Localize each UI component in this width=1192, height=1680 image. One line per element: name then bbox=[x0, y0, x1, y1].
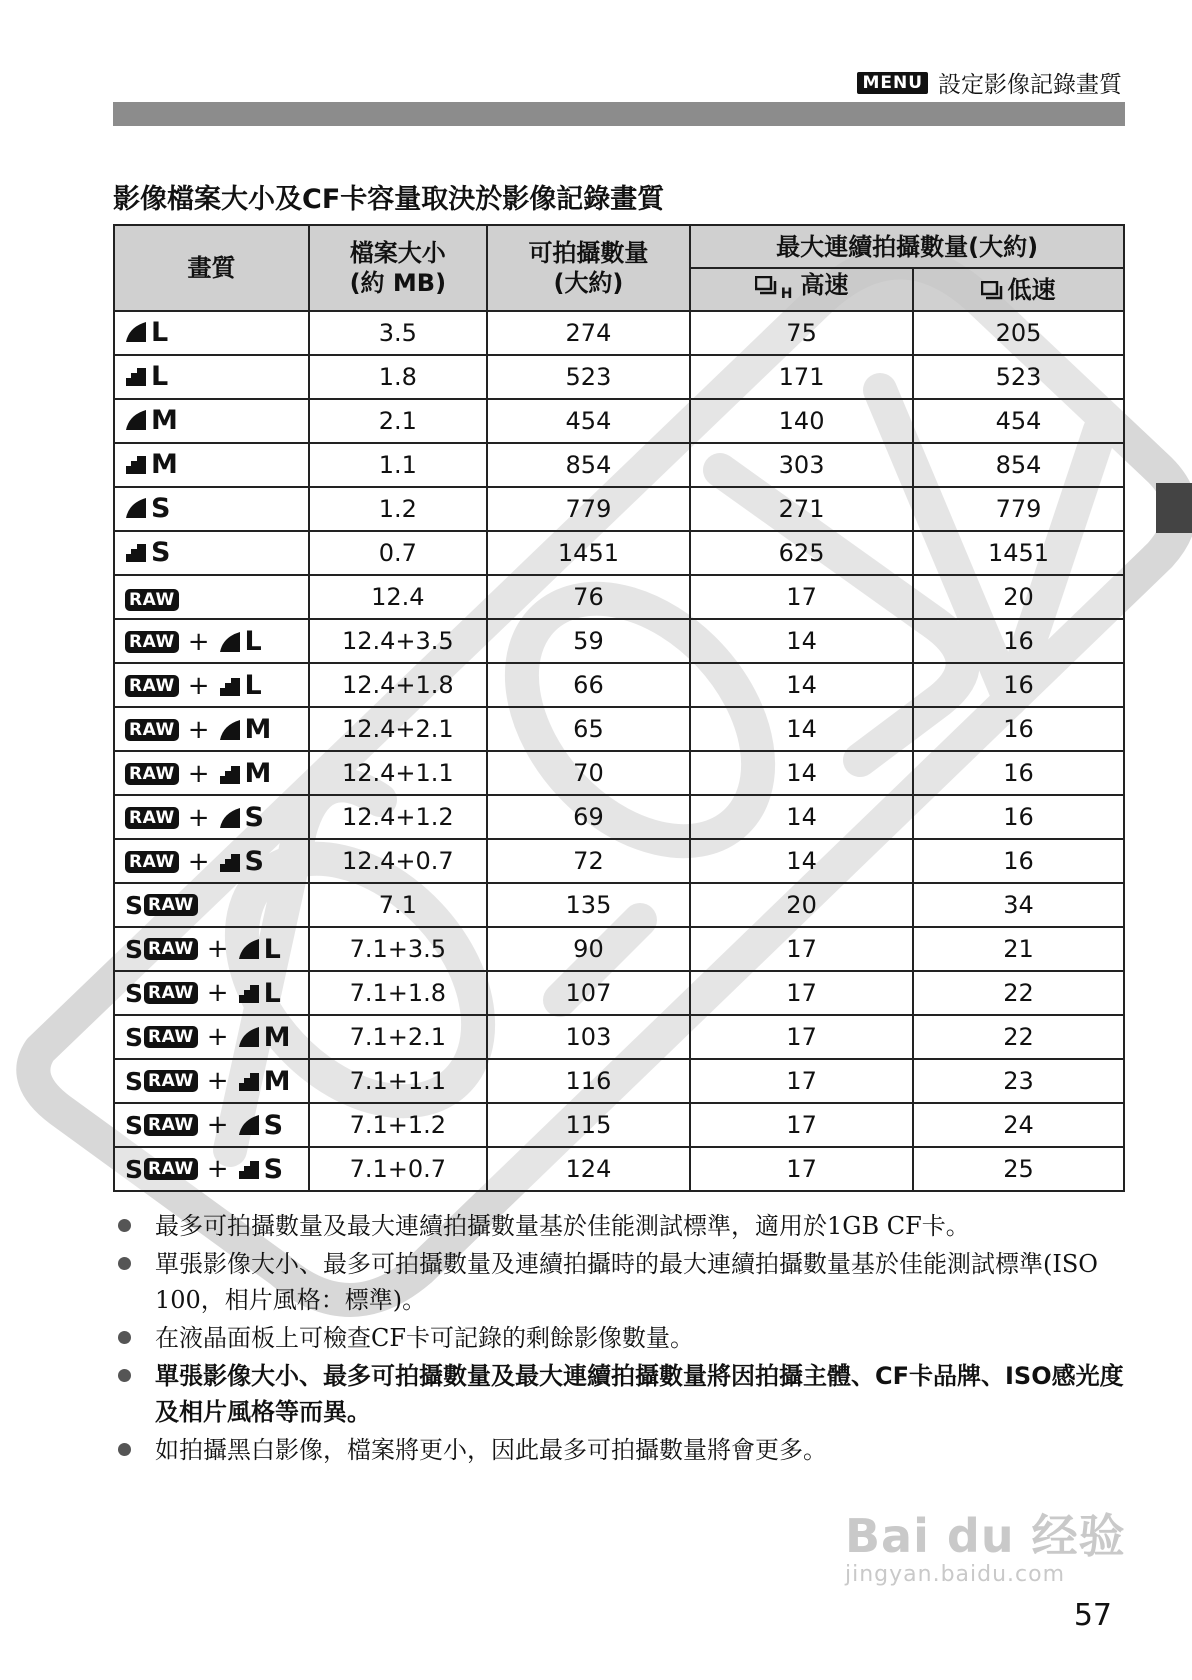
file-size-cell: 0.7 bbox=[309, 531, 487, 575]
notes-list bbox=[113, 1208, 1133, 1470]
menu-badge: MENU bbox=[857, 72, 928, 94]
continuous-shooting-icon bbox=[755, 276, 777, 296]
normal-quality-icon bbox=[238, 1158, 260, 1180]
size-letter: M bbox=[263, 1065, 291, 1097]
quality-table-body bbox=[114, 311, 1124, 1191]
plus-sign: + bbox=[187, 670, 210, 701]
fine-quality-icon bbox=[125, 409, 147, 431]
size-letter: L bbox=[244, 670, 262, 702]
size-letter: L bbox=[151, 360, 169, 392]
quality-table bbox=[113, 224, 1125, 1192]
burst-low-cell: 1451 bbox=[913, 531, 1124, 575]
burst-low-cell: 21 bbox=[913, 927, 1124, 971]
burst-high-cell: 17 bbox=[690, 575, 913, 619]
sraw-badge: S RAW bbox=[125, 979, 198, 1008]
quality-label bbox=[125, 978, 281, 1009]
table-row bbox=[114, 1103, 1124, 1147]
normal-quality-icon bbox=[219, 675, 241, 697]
shots-cell: 103 bbox=[487, 1015, 690, 1059]
burst-low-cell: 22 bbox=[913, 971, 1124, 1015]
size-letter: S bbox=[151, 492, 171, 524]
note-item bbox=[113, 1320, 1133, 1356]
file-size-cell: 12.4 bbox=[309, 575, 487, 619]
baidu-jingyan-logo bbox=[845, 1500, 1126, 1587]
burst-high-cell: 20 bbox=[690, 883, 913, 927]
note-text: 在液晶面板上可檢查CF卡可記錄的剩餘影像數量。 bbox=[155, 1324, 695, 1352]
burst-high-cell: 14 bbox=[690, 663, 913, 707]
table-row bbox=[114, 1059, 1124, 1103]
quality-label bbox=[125, 1154, 283, 1185]
burst-low-cell: 16 bbox=[913, 707, 1124, 751]
normal-quality-icon bbox=[125, 365, 147, 387]
burst-low-cell: 16 bbox=[913, 619, 1124, 663]
plus-sign: + bbox=[206, 978, 229, 1008]
shots-cell: 115 bbox=[487, 1103, 690, 1147]
header-shots-line1: 可拍攝數量 bbox=[528, 239, 649, 267]
header-title: 設定影像記錄畫質 bbox=[938, 72, 1122, 98]
burst-high-cell: 17 bbox=[690, 1059, 913, 1103]
quality-label bbox=[125, 361, 168, 392]
header-file-size-line2: (約 MB) bbox=[349, 269, 447, 297]
quality-label bbox=[125, 891, 198, 920]
raw-badge: RAW bbox=[125, 807, 179, 829]
quality-cell bbox=[114, 1059, 309, 1103]
quality-label bbox=[125, 537, 170, 568]
burst-high-cell: 17 bbox=[690, 927, 913, 971]
quality-cell bbox=[114, 575, 309, 619]
plus-sign: + bbox=[206, 1110, 229, 1140]
quality-cell bbox=[114, 971, 309, 1015]
quality-label bbox=[125, 449, 178, 480]
shots-cell: 90 bbox=[487, 927, 690, 971]
size-letter: M bbox=[263, 1021, 291, 1053]
burst-low-cell: 20 bbox=[913, 575, 1124, 619]
plus-sign: + bbox=[187, 714, 210, 745]
bullet-icon bbox=[118, 1219, 131, 1232]
table-row bbox=[114, 619, 1124, 663]
shots-cell: 65 bbox=[487, 707, 690, 751]
header-low-speed bbox=[913, 268, 1124, 311]
sraw-badge: S RAW bbox=[125, 935, 198, 964]
fine-quality-icon bbox=[238, 1114, 260, 1136]
table-row bbox=[114, 663, 1124, 707]
sraw-badge: S RAW bbox=[125, 891, 198, 920]
burst-high-cell: 75 bbox=[690, 311, 913, 355]
quality-cell bbox=[114, 1147, 309, 1191]
size-letter: S bbox=[244, 846, 264, 878]
shots-cell: 76 bbox=[487, 575, 690, 619]
shots-cell: 70 bbox=[487, 751, 690, 795]
shots-cell: 854 bbox=[487, 443, 690, 487]
chapter-tab bbox=[1156, 483, 1192, 533]
shots-cell: 107 bbox=[487, 971, 690, 1015]
shots-cell: 124 bbox=[487, 1147, 690, 1191]
shots-cell: 274 bbox=[487, 311, 690, 355]
note-item bbox=[113, 1208, 1133, 1244]
burst-low-cell: 16 bbox=[913, 663, 1124, 707]
file-size-cell: 12.4+1.8 bbox=[309, 663, 487, 707]
high-speed-label: 高速 bbox=[800, 270, 849, 299]
file-size-cell: 12.4+1.1 bbox=[309, 751, 487, 795]
size-letter: M bbox=[151, 448, 178, 480]
shots-cell: 135 bbox=[487, 883, 690, 927]
size-letter: S bbox=[263, 1153, 284, 1185]
table-row bbox=[114, 399, 1124, 443]
fine-quality-icon bbox=[238, 1026, 260, 1048]
plus-sign: + bbox=[206, 934, 229, 964]
table-row bbox=[114, 751, 1124, 795]
quality-label bbox=[125, 1022, 290, 1053]
burst-high-cell: 303 bbox=[690, 443, 913, 487]
plus-sign: + bbox=[187, 758, 210, 789]
file-size-cell: 1.1 bbox=[309, 443, 487, 487]
bullet-icon bbox=[118, 1369, 131, 1382]
file-size-cell: 12.4+2.1 bbox=[309, 707, 487, 751]
table-row bbox=[114, 311, 1124, 355]
burst-high-cell: 17 bbox=[690, 1015, 913, 1059]
size-letter: L bbox=[151, 316, 169, 348]
file-size-cell: 12.4+0.7 bbox=[309, 839, 487, 883]
table-row bbox=[114, 839, 1124, 883]
quality-cell bbox=[114, 927, 309, 971]
shots-cell: 66 bbox=[487, 663, 690, 707]
sraw-badge: S RAW bbox=[125, 1023, 198, 1052]
size-letter: L bbox=[244, 626, 262, 658]
table-row bbox=[114, 487, 1124, 531]
fine-quality-icon bbox=[125, 497, 147, 519]
header-file-size bbox=[309, 225, 487, 311]
raw-badge: RAW bbox=[125, 675, 179, 697]
page-header bbox=[857, 66, 1122, 99]
quality-cell bbox=[114, 883, 309, 927]
table-row bbox=[114, 443, 1124, 487]
quality-label bbox=[125, 589, 179, 611]
fine-quality-icon bbox=[219, 807, 241, 829]
normal-quality-icon bbox=[219, 851, 241, 873]
normal-quality-icon bbox=[125, 541, 147, 563]
quality-cell bbox=[114, 751, 309, 795]
quality-label bbox=[125, 670, 262, 701]
fine-quality-icon bbox=[219, 631, 241, 653]
shots-cell: 72 bbox=[487, 839, 690, 883]
note-text: 單張影像大小、最多可拍攝數量及最大連續拍攝數量將因拍攝主體、CF卡品牌、ISO感光度及相片風格等而異。 bbox=[155, 1362, 1124, 1426]
quality-cell bbox=[114, 619, 309, 663]
quality-label bbox=[125, 714, 271, 745]
quality-cell bbox=[114, 839, 309, 883]
note-text: 單張影像大小、最多可拍攝數量及連續拍攝時的最大連續拍攝數量基於佳能測試標準(ISO 100，相片風格：標準)。 bbox=[155, 1250, 1098, 1314]
low-speed-label: 低速 bbox=[1007, 275, 1056, 304]
file-size-cell: 12.4+3.5 bbox=[309, 619, 487, 663]
bullet-icon bbox=[118, 1257, 131, 1270]
burst-high-cell: 17 bbox=[690, 1147, 913, 1191]
header-file-size-line1: 檔案大小 bbox=[349, 239, 446, 267]
burst-low-cell: 22 bbox=[913, 1015, 1124, 1059]
burst-low-cell: 16 bbox=[913, 839, 1124, 883]
burst-high-cell: 271 bbox=[690, 487, 913, 531]
logo-sub: jingyan.baidu.com bbox=[845, 1562, 1066, 1587]
quality-label bbox=[125, 934, 281, 965]
raw-badge: RAW bbox=[125, 631, 179, 653]
burst-high-cell: 14 bbox=[690, 619, 913, 663]
table-row bbox=[114, 355, 1124, 399]
normal-quality-icon bbox=[125, 453, 147, 475]
header-quality: 畫質 bbox=[114, 225, 309, 311]
burst-high-cell: 171 bbox=[690, 355, 913, 399]
raw-badge: RAW bbox=[125, 589, 179, 611]
shots-cell: 116 bbox=[487, 1059, 690, 1103]
shots-cell: 1451 bbox=[487, 531, 690, 575]
file-size-cell: 1.8 bbox=[309, 355, 487, 399]
quality-cell bbox=[114, 487, 309, 531]
raw-badge: RAW bbox=[125, 719, 179, 741]
bullet-icon bbox=[118, 1443, 131, 1456]
table-row bbox=[114, 883, 1124, 927]
raw-badge: RAW bbox=[125, 763, 179, 785]
quality-label bbox=[125, 493, 170, 524]
header-high-speed bbox=[690, 268, 913, 311]
note-text: 最多可拍攝數量及最大連續拍攝數量基於佳能測試標準，適用於1GB CF卡。 bbox=[155, 1212, 970, 1240]
quality-label bbox=[125, 802, 264, 833]
continuous-shooting-icon bbox=[981, 281, 1003, 301]
raw-badge: RAW bbox=[125, 851, 179, 873]
fine-quality-icon bbox=[125, 321, 147, 343]
burst-high-cell: 625 bbox=[690, 531, 913, 575]
quality-cell bbox=[114, 355, 309, 399]
note-item bbox=[113, 1246, 1133, 1318]
burst-high-cell: 17 bbox=[690, 1103, 913, 1147]
plus-sign: + bbox=[187, 626, 210, 657]
file-size-cell: 1.2 bbox=[309, 487, 487, 531]
burst-low-cell: 16 bbox=[913, 795, 1124, 839]
table-row bbox=[114, 575, 1124, 619]
note-item bbox=[113, 1358, 1133, 1430]
burst-high-cell: 14 bbox=[690, 839, 913, 883]
burst-low-cell: 779 bbox=[913, 487, 1124, 531]
quality-cell bbox=[114, 1103, 309, 1147]
normal-quality-icon bbox=[219, 763, 241, 785]
table-row bbox=[114, 1147, 1124, 1191]
table-row bbox=[114, 795, 1124, 839]
table-row bbox=[114, 1015, 1124, 1059]
size-letter: S bbox=[263, 1109, 284, 1141]
file-size-cell: 7.1+1.1 bbox=[309, 1059, 487, 1103]
file-size-cell: 3.5 bbox=[309, 311, 487, 355]
quality-cell bbox=[114, 531, 309, 575]
sraw-badge: S RAW bbox=[125, 1067, 198, 1096]
page-number: 57 bbox=[1073, 1598, 1112, 1633]
burst-low-cell: 16 bbox=[913, 751, 1124, 795]
table-row bbox=[114, 531, 1124, 575]
burst-high-cell: 14 bbox=[690, 751, 913, 795]
size-letter: M bbox=[244, 714, 272, 746]
quality-cell bbox=[114, 311, 309, 355]
table-row bbox=[114, 927, 1124, 971]
file-size-cell: 7.1+3.5 bbox=[309, 927, 487, 971]
normal-quality-icon bbox=[238, 1070, 260, 1092]
normal-quality-icon bbox=[238, 982, 260, 1004]
burst-low-cell: 23 bbox=[913, 1059, 1124, 1103]
file-size-cell: 7.1 bbox=[309, 883, 487, 927]
plus-sign: + bbox=[206, 1022, 229, 1052]
size-letter: S bbox=[244, 802, 264, 834]
quality-label bbox=[125, 626, 262, 657]
burst-high-cell: 140 bbox=[690, 399, 913, 443]
size-letter: M bbox=[244, 758, 272, 790]
quality-cell bbox=[114, 1015, 309, 1059]
file-size-cell: 7.1+1.2 bbox=[309, 1103, 487, 1147]
burst-high-cell: 14 bbox=[690, 707, 913, 751]
shots-cell: 454 bbox=[487, 399, 690, 443]
header-bar bbox=[113, 102, 1125, 126]
table-row bbox=[114, 971, 1124, 1015]
file-size-cell: 7.1+2.1 bbox=[309, 1015, 487, 1059]
shots-cell: 779 bbox=[487, 487, 690, 531]
size-letter: M bbox=[151, 404, 178, 436]
burst-low-cell: 854 bbox=[913, 443, 1124, 487]
size-letter: L bbox=[263, 977, 281, 1009]
note-text: 如拍攝黑白影像，檔案將更小，因此最多可拍攝數量將會更多。 bbox=[155, 1436, 827, 1464]
high-speed-sub: H bbox=[780, 286, 793, 303]
burst-low-cell: 454 bbox=[913, 399, 1124, 443]
fine-quality-icon bbox=[238, 938, 260, 960]
file-size-cell: 12.4+1.2 bbox=[309, 795, 487, 839]
quality-label bbox=[125, 758, 271, 789]
quality-cell bbox=[114, 443, 309, 487]
sraw-badge: S RAW bbox=[125, 1111, 198, 1140]
logo-main: Bai du 经验 bbox=[845, 1509, 1126, 1563]
size-letter: S bbox=[151, 536, 171, 568]
quality-label bbox=[125, 405, 178, 436]
quality-cell bbox=[114, 707, 309, 751]
file-size-cell: 2.1 bbox=[309, 399, 487, 443]
quality-cell bbox=[114, 399, 309, 443]
file-size-cell: 7.1+0.7 bbox=[309, 1147, 487, 1191]
file-size-cell: 7.1+1.8 bbox=[309, 971, 487, 1015]
quality-label bbox=[125, 1066, 290, 1097]
quality-label bbox=[125, 1110, 283, 1141]
quality-label bbox=[125, 846, 264, 877]
burst-low-cell: 25 bbox=[913, 1147, 1124, 1191]
header-shots bbox=[487, 225, 690, 311]
plus-sign: + bbox=[187, 846, 210, 877]
bullet-icon bbox=[118, 1331, 131, 1344]
section-title: 影像檔案大小及CF卡容量取決於影像記錄畫質 bbox=[113, 184, 665, 215]
shots-cell: 69 bbox=[487, 795, 690, 839]
plus-sign: + bbox=[206, 1154, 229, 1184]
quality-cell bbox=[114, 663, 309, 707]
plus-sign: + bbox=[206, 1066, 229, 1096]
note-item bbox=[113, 1432, 1133, 1468]
header-max-burst: 最大連續拍攝數量(大約) bbox=[690, 225, 1124, 268]
burst-high-cell: 17 bbox=[690, 971, 913, 1015]
header-shots-line2: (大約) bbox=[553, 269, 624, 297]
table-row bbox=[114, 707, 1124, 751]
burst-low-cell: 24 bbox=[913, 1103, 1124, 1147]
size-letter: L bbox=[263, 933, 281, 965]
sraw-badge: S RAW bbox=[125, 1155, 198, 1184]
burst-low-cell: 523 bbox=[913, 355, 1124, 399]
fine-quality-icon bbox=[219, 719, 241, 741]
quality-cell bbox=[114, 795, 309, 839]
burst-high-cell: 14 bbox=[690, 795, 913, 839]
quality-label bbox=[125, 317, 168, 348]
burst-low-cell: 34 bbox=[913, 883, 1124, 927]
burst-low-cell: 205 bbox=[913, 311, 1124, 355]
shots-cell: 59 bbox=[487, 619, 690, 663]
shots-cell: 523 bbox=[487, 355, 690, 399]
plus-sign: + bbox=[187, 802, 210, 833]
